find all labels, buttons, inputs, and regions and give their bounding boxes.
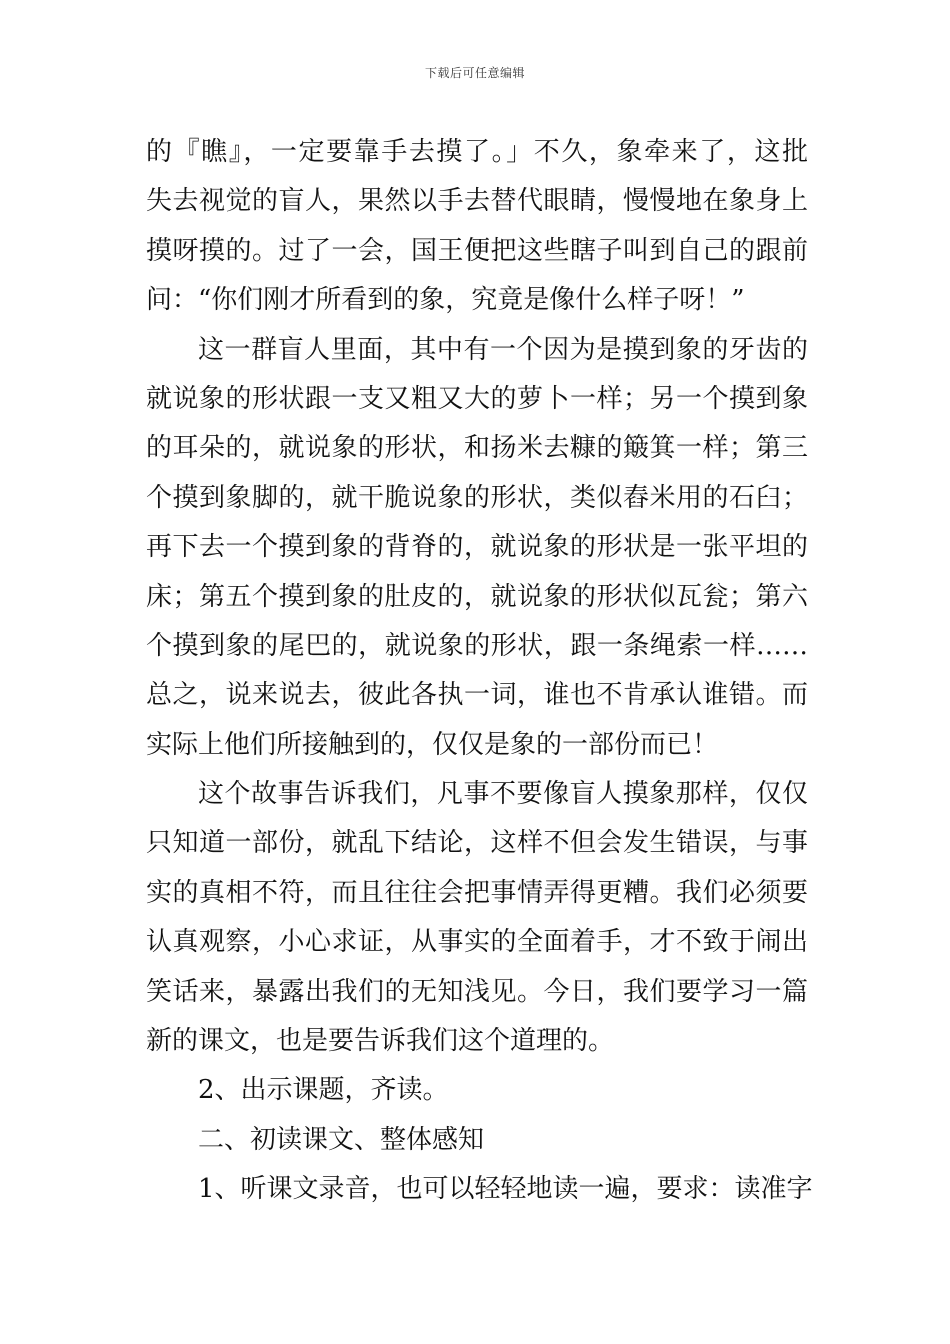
text-line: 这个故事告诉我们，凡事不要像盲人摸象那样，仅仅 bbox=[198, 779, 808, 810]
text-line: 只知道一部份，就乱下结论，这样不但会发生错误，与事 bbox=[146, 828, 808, 859]
document-body bbox=[146, 128, 813, 1215]
text-line: 的耳朵的，就说象的形状，和扬米去糠的簸箕一样；第三 bbox=[146, 433, 808, 464]
text-line: 笑话来，暴露出我们的无知浅见。今日，我们要学习一篇 bbox=[146, 976, 808, 1007]
text-line: 再下去一个摸到象的背脊的，就说象的形状是一张平坦的 bbox=[146, 532, 808, 563]
text-line: 实的真相不符，而且往往会把事情弄得更糟。我们必须要 bbox=[146, 877, 808, 908]
text-line: 2、出示课题，齐读。 bbox=[198, 1075, 449, 1106]
text-line: 床；第五个摸到象的肚皮的，就说象的形状似瓦瓮；第六 bbox=[146, 581, 808, 612]
text-line: 1、听课文录音，也可以轻轻地读一遍，要求：读准字 bbox=[198, 1174, 813, 1205]
text-line: 实际上他们所接触到的，仅仅是象的一部份而已！ bbox=[146, 729, 719, 760]
text-line: 就说象的形状跟一支又粗又大的萝卜一样；另一个摸到象 bbox=[146, 383, 808, 414]
text-line: 二、初读课文、整体感知 bbox=[198, 1124, 485, 1155]
text-line: 总之，说来说去，彼此各执一词，谁也不肯承认谁错。而 bbox=[146, 680, 808, 711]
page-header: 下载后可任意编辑 bbox=[424, 66, 525, 80]
text-line: 的『瞧』，一定要靠手去摸了。」不久，象牵来了，这批 bbox=[146, 137, 808, 167]
text-line: 个摸到象的尾巴的，就说象的形状，跟一条绳索一样…… bbox=[146, 630, 808, 661]
text-line: 个摸到象脚的，就干脆说象的形状，类似舂米用的石臼； bbox=[146, 482, 808, 513]
text-line: 认真观察，小心求证，从事实的全面着手，才不致于闹出 bbox=[146, 927, 808, 958]
text-line: 摸呀摸的。过了一会，国王便把这些瞎子叫到自己的跟前 bbox=[146, 235, 808, 266]
text-line: 新的课文，也是要告诉我们这个道理的。 bbox=[146, 1026, 615, 1057]
text-line: 失去视觉的盲人，果然以手去替代眼睛，慢慢地在象身上 bbox=[146, 186, 808, 217]
text-line: 问：“你们刚才所看到的象，究竟是像什么样子呀！” bbox=[146, 285, 745, 316]
text-line: 这一群盲人里面，其中有一个因为是摸到象的牙齿的 bbox=[198, 334, 808, 365]
